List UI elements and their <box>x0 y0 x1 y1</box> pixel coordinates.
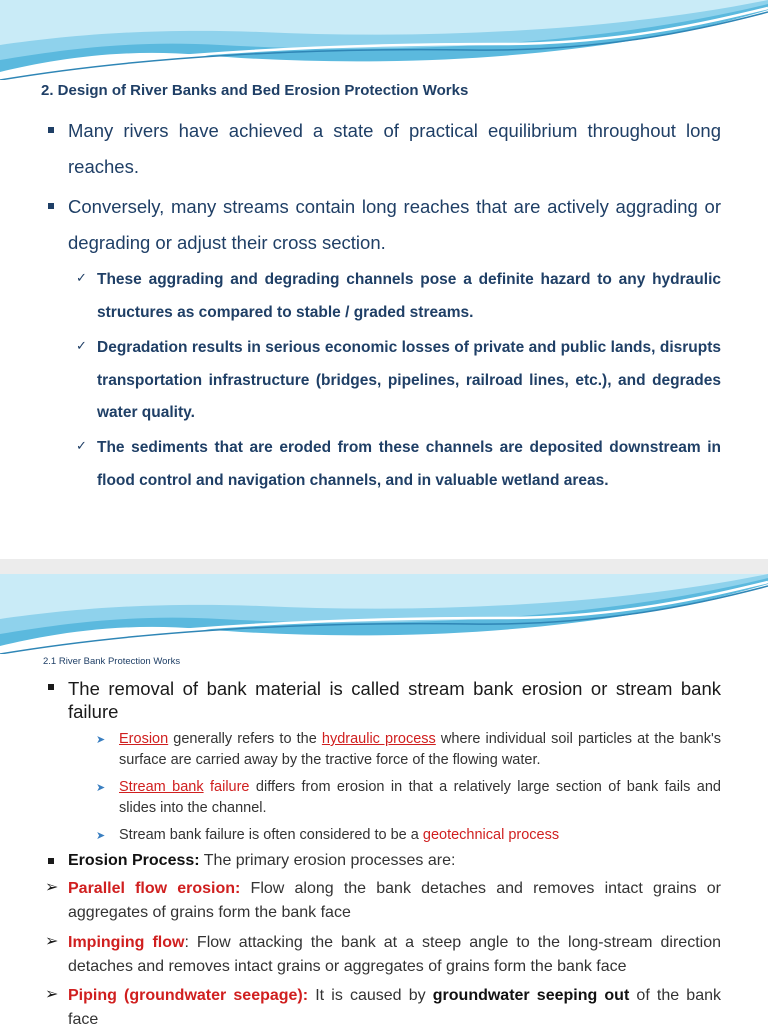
term-hydraulic-process: hydraulic process <box>321 731 436 747</box>
arrow-icon: ➢ <box>45 986 59 1003</box>
bullet-marker <box>48 858 54 864</box>
bullet-aggrading: Conversely, many streams contain long reaches that are actively aggrading or degrading or adjust their cross section. <box>68 196 721 253</box>
slide-separator <box>0 559 768 574</box>
erosion-process-label: Erosion Process: <box>68 852 200 869</box>
check-icon: ✓ <box>76 338 87 353</box>
arrow-icon: ➤ <box>96 782 106 794</box>
sub-bullet-stream-bank: Stream bank failure differs from erosion in that a relatively large section of bank fails and slides into the channel. <box>119 779 721 816</box>
sub-bullet-geotechnical: Stream bank failure is often considered to be a geotechnical process <box>119 827 560 843</box>
check-icon: ✓ <box>76 438 87 453</box>
slide-2-title: 2.1 River Bank Protection Works <box>43 656 181 667</box>
check-item-sediments: The sediments that are eroded from these channels are deposited downstream in flood control and navigation channels, and in valuable wetland areas. <box>97 439 721 489</box>
item-parallel-flow: Parallel flow erosion: Flow along the bank detaches and removes intact grains or aggregates of grains form the bank face <box>68 880 721 921</box>
wave-header-decoration <box>0 0 768 80</box>
bullet-marker <box>48 684 54 690</box>
item-piping: Piping (groundwater seepage): It is caused by groundwater seeping out of the bank face <box>68 987 721 1028</box>
bullet-equilibrium: Many rivers have achieved a state of practical equilibrium throughout long reaches. <box>68 120 721 177</box>
item-impinging-flow: Impinging flow: Flow attacking the bank at a steep angle to the long-stream direction detaches and removes intact grains or aggregates of grains form the bank face <box>68 934 721 975</box>
arrow-icon: ➤ <box>96 734 106 746</box>
term-geotechnical-process: geotechnical process <box>422 827 560 843</box>
check-icon: ✓ <box>76 270 87 285</box>
bullet-marker <box>48 127 54 133</box>
sub-bullet-erosion: Erosion generally refers to the hydraulic process where individual soil particles at the bank's surface are carried away by the tractive force of the flowing water. <box>119 731 721 768</box>
wave-header-decoration <box>0 574 768 654</box>
arrow-icon: ➤ <box>96 830 106 842</box>
bullet-marker <box>48 203 54 209</box>
arrow-icon: ➢ <box>45 933 59 950</box>
check-item-hazard: These aggrading and degrading channels pose a definite hazard to any hydraulic structures as compared to stable / graded streams. <box>97 271 721 321</box>
bullet-bank-removal: The removal of bank material is called stream bank erosion or stream bank failure <box>68 678 721 722</box>
erosion-process-line: Erosion Process: The primary erosion processes are: <box>68 852 456 869</box>
term-failure: failure <box>210 779 250 795</box>
slide-title: 2. Design of River Banks and Bed Erosion Protection Works <box>41 82 469 99</box>
term-stream-bank: Stream bank <box>119 779 204 795</box>
term-erosion: Erosion <box>119 731 169 747</box>
check-item-degradation: Degradation results in serious economic losses of private and public lands, disrupts transportation infrastructure (bridges, pipelines, railroad lines, etc.), and degrades water quality. <box>97 339 721 421</box>
arrow-icon: ➢ <box>45 879 59 896</box>
